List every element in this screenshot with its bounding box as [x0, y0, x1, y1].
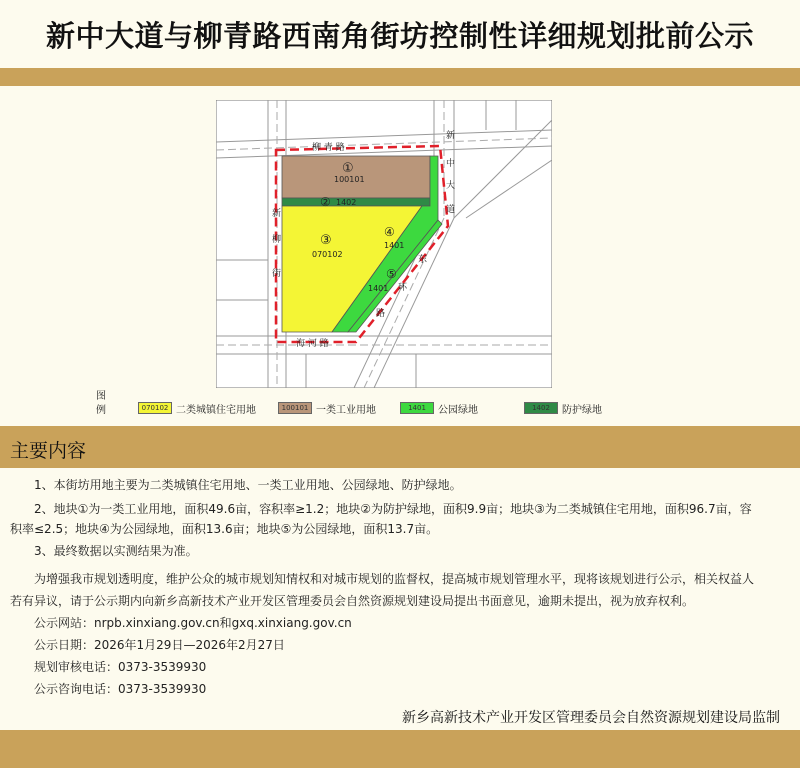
road-label-xinzhong-2: 中: [446, 159, 456, 169]
plot-4-number: ④: [384, 225, 395, 239]
content-item-2a: 2、地块①为一类工业用地，面积49.6亩，容积率≥1.2；地块②为防护绿地，面积9.9亩；地块③为二类城镇住宅用地，面积96.7亩，容: [34, 502, 752, 516]
road-label-liuqing: 柳 青 路: [312, 143, 345, 153]
notice-website: 公示网站：nrpb.xinxiang.gov.cn和gxq.xinxiang.gov.cn: [34, 616, 352, 630]
plot-3-number: ③: [320, 233, 332, 248]
legend-caption: 图例: [96, 391, 106, 416]
legend-swatch-park: 1401: [400, 402, 434, 414]
map-drawing: [216, 100, 552, 388]
legend-swatch-protective: 1402: [524, 402, 558, 414]
plot-1-code: 100101: [334, 175, 365, 184]
notice-line-2: 若有异议，请于公示期内向新乡高新技术产业开发区管理委员会自然资源规划建设局提出书面意见，逾期未提出，视为放弃权利。: [10, 594, 695, 608]
legend-swatch-residential: 070102: [138, 402, 172, 414]
legend-item-residential: [138, 402, 256, 414]
bottom-accent-bar: [0, 730, 800, 768]
road-label-lu: 路: [376, 309, 386, 319]
title-accent-bar: [0, 68, 800, 86]
notice-review-phone: 规划审核电话：0373-3539930: [34, 660, 207, 674]
plot-2-code: 1402: [336, 198, 357, 207]
plot-5-number: ⑤: [386, 267, 397, 281]
legend-swatch-industrial: 100101: [278, 402, 312, 414]
page-title: 新中大道与柳青路西南角街坊控制性详细规划批前公示: [45, 19, 754, 53]
content-item-2b: 积率≤2.5；地块④为公园绿地，面积13.6亩；地块⑤为公园绿地，面积13.7亩。: [10, 522, 439, 536]
plot-2-number: ②: [320, 195, 331, 209]
road-label-huan: 环: [398, 283, 408, 293]
road-label-haihe: 海 河 路: [296, 339, 329, 349]
title-band: [0, 0, 800, 68]
section-title: 主要内容: [10, 440, 87, 462]
legend-label-park: 公园绿地: [438, 404, 478, 416]
section-header: [0, 426, 800, 468]
content-item-1: 1、本街坊用地主要为二类城镇住宅用地、一类工业用地、公园绿地、防护绿地。: [34, 478, 462, 492]
plot-4-code: 1401: [384, 241, 405, 250]
plot-3-code: 070102: [312, 250, 343, 259]
legend-label-residential: 二类城镇住宅用地: [176, 404, 256, 416]
planning-map: [216, 100, 552, 388]
legend-label-industrial: 一类工业用地: [316, 404, 376, 416]
notice-line-1: 为增强我市规划透明度，维护公众的城市规划知情权和对城市规划的监督权，提高城市规划管理水平，现将该规划进行公示，相关权益人: [34, 572, 755, 586]
road-label-xinliu-3: 街: [272, 269, 282, 279]
legend-item-industrial: [278, 402, 376, 414]
road-label-dong: 东: [418, 255, 428, 265]
legend-item-protective: [524, 402, 602, 414]
supervisor-signature: 新乡高新技术产业开发区管理委员会自然资源规划建设局监制: [402, 710, 780, 726]
map-legend: [0, 388, 800, 420]
plot-5-code: 1401: [368, 284, 389, 293]
legend-label-protective: 防护绿地: [562, 404, 602, 416]
road-label-xinliu-2: 柳: [272, 235, 282, 245]
content-item-3: 3、最终数据以实测结果为准。: [34, 544, 198, 558]
notice-dates: 公示日期：2026年1月29日—2026年2月27日: [34, 638, 285, 652]
notice-consult-phone: 公示咨询电话：0373-3539930: [34, 682, 207, 696]
road-label-xinzhong-1: 新: [446, 131, 456, 141]
plot-1-number: ①: [342, 161, 354, 176]
road-label-xinzhong-4: 道: [446, 205, 456, 215]
legend-item-park: [400, 402, 478, 414]
road-label-xinliu-1: 新: [272, 209, 282, 219]
road-label-xinzhong-3: 大: [446, 181, 456, 191]
